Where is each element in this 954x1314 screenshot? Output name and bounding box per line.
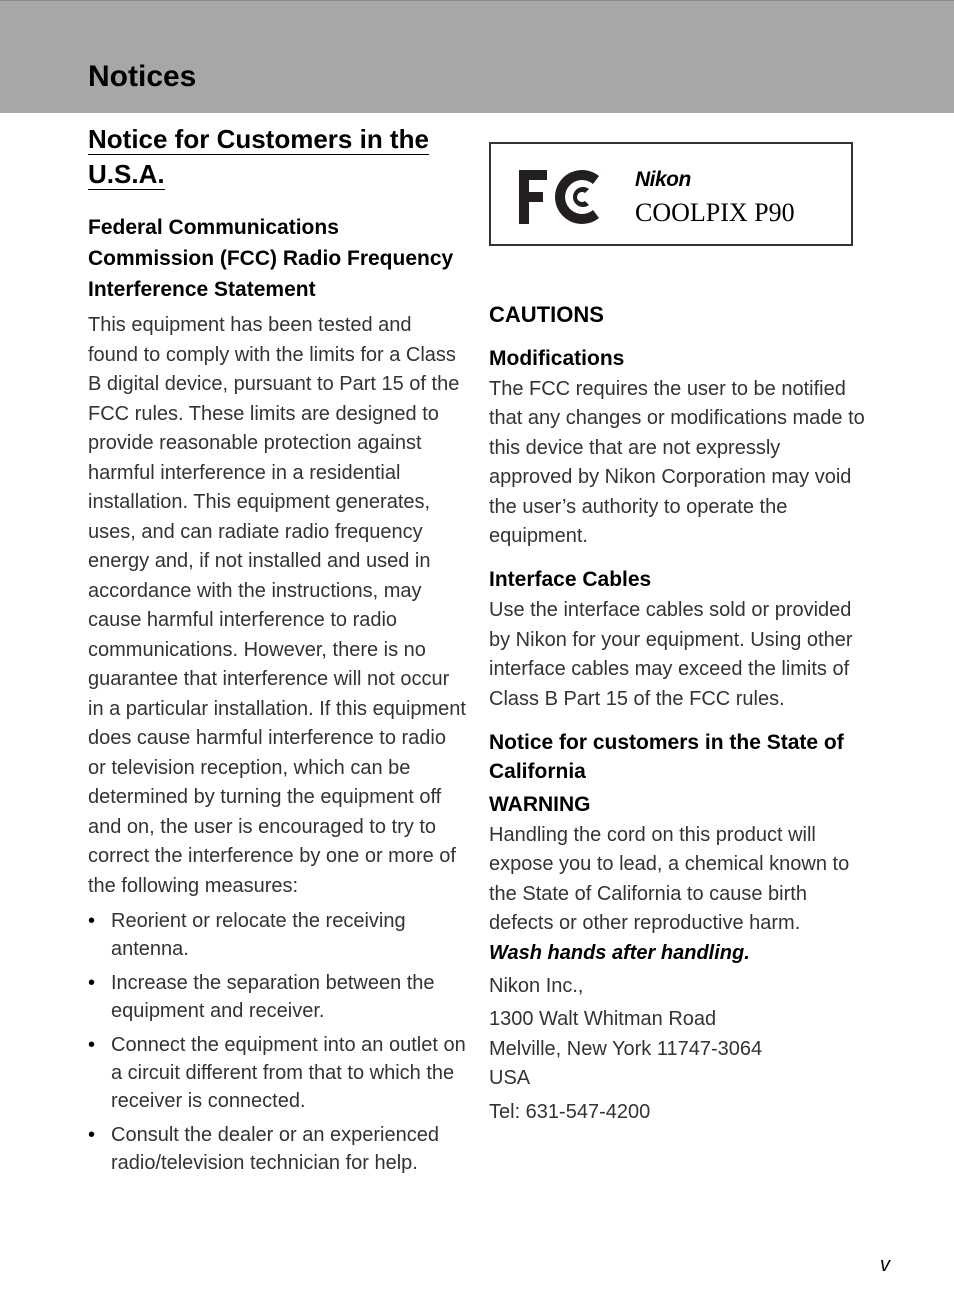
- address-country: USA: [489, 1067, 531, 1090]
- model-name: COOLPIX P90: [635, 198, 795, 227]
- fcc-label-box: [489, 142, 853, 246]
- warning-label: WARNING: [489, 793, 591, 817]
- list-item: [88, 969, 466, 1025]
- modifications-title: Modifications: [489, 347, 625, 370]
- bullet-icon: •: [88, 1124, 96, 1146]
- section-title-line2: U.S.A.: [88, 159, 165, 189]
- telephone: Tel: 631-547-4200: [489, 1100, 651, 1123]
- address-city: Melville, New York 11747-3064: [489, 1037, 763, 1060]
- measure-text: Consult the dealer or an experienced radio/television technician for help.: [111, 1124, 439, 1174]
- fcc-statement-title: Federal Communications Commission (FCC) Radio Frequency Interference Statement: [88, 216, 454, 301]
- right-column: [489, 142, 869, 1127]
- fcc-logo-icon: [517, 168, 601, 226]
- cautions-title: CAUTIONS: [489, 302, 604, 327]
- modifications-text: The FCC requires the user to be notified that any changes or modifications made to this device that are not expressly approved by Nikon Corporation may void the user’s authority to operate the equipment.: [489, 378, 865, 548]
- bullet-icon: •: [88, 910, 96, 932]
- california-text: Handling the cord on this product will expose you to lead, a chemical known to the State of California to cause birth defects or other reproductive harm.: [489, 824, 850, 935]
- measure-text: Increase the separation between the equipment and receiver.: [111, 972, 435, 1022]
- left-column: [88, 122, 466, 1183]
- california-title: Notice for customers in the State of California: [489, 731, 844, 784]
- list-item: [88, 1031, 466, 1115]
- measure-text: Connect the equipment into an outlet on a circuit different from that to which the receiver is connected.: [111, 1034, 466, 1112]
- section-title: [88, 122, 466, 192]
- fcc-statement-paragraph: This equipment has been tested and found to comply with the limits for a Class B digital device, pursuant to Part 15 of the FCC rules. These limits are designed to provide reasonable protection against harmful interference in a residential installation. This equipment generates, uses, and can radiate radio frequency energy and, if not installed and used in accordance with the instructions, may cause harmful interference to radio communications. However, there is no guarantee that interference will not occur in a particular installation. If this equipment does cause harmful interference to radio or television reception, which can be determined by turning the equipment off and on, the user is encouraged to try to correct the interference by one or more of the following measures:: [88, 314, 466, 897]
- interface-cables-title: Interface Cables: [489, 568, 652, 592]
- address-street: 1300 Walt Whitman Road: [489, 1008, 717, 1031]
- measures-list: [88, 907, 466, 1177]
- page-number: v: [880, 1254, 890, 1276]
- measure-text: Reorient or relocate the receiving antenna.: [111, 910, 406, 960]
- header-band: [0, 0, 954, 113]
- address-block: [489, 1005, 869, 1094]
- wash-hands-note: Wash hands after handling.: [489, 941, 750, 964]
- section-title-line1: Notice for Customers in the: [88, 124, 429, 154]
- interface-cables-text: Use the interface cables sold or provided by Nikon for your equipment. Using other interface cables may exceed the limits of Class B Part 15 of the FCC rules.: [489, 599, 853, 710]
- nikon-brand-logo: Nikon: [635, 168, 691, 191]
- list-item: [88, 907, 466, 963]
- bullet-icon: •: [88, 1034, 96, 1056]
- page-title: Notices: [88, 60, 197, 93]
- bullet-icon: •: [88, 972, 96, 994]
- company-name: Nikon Inc.,: [489, 974, 584, 997]
- list-item: [88, 1121, 466, 1177]
